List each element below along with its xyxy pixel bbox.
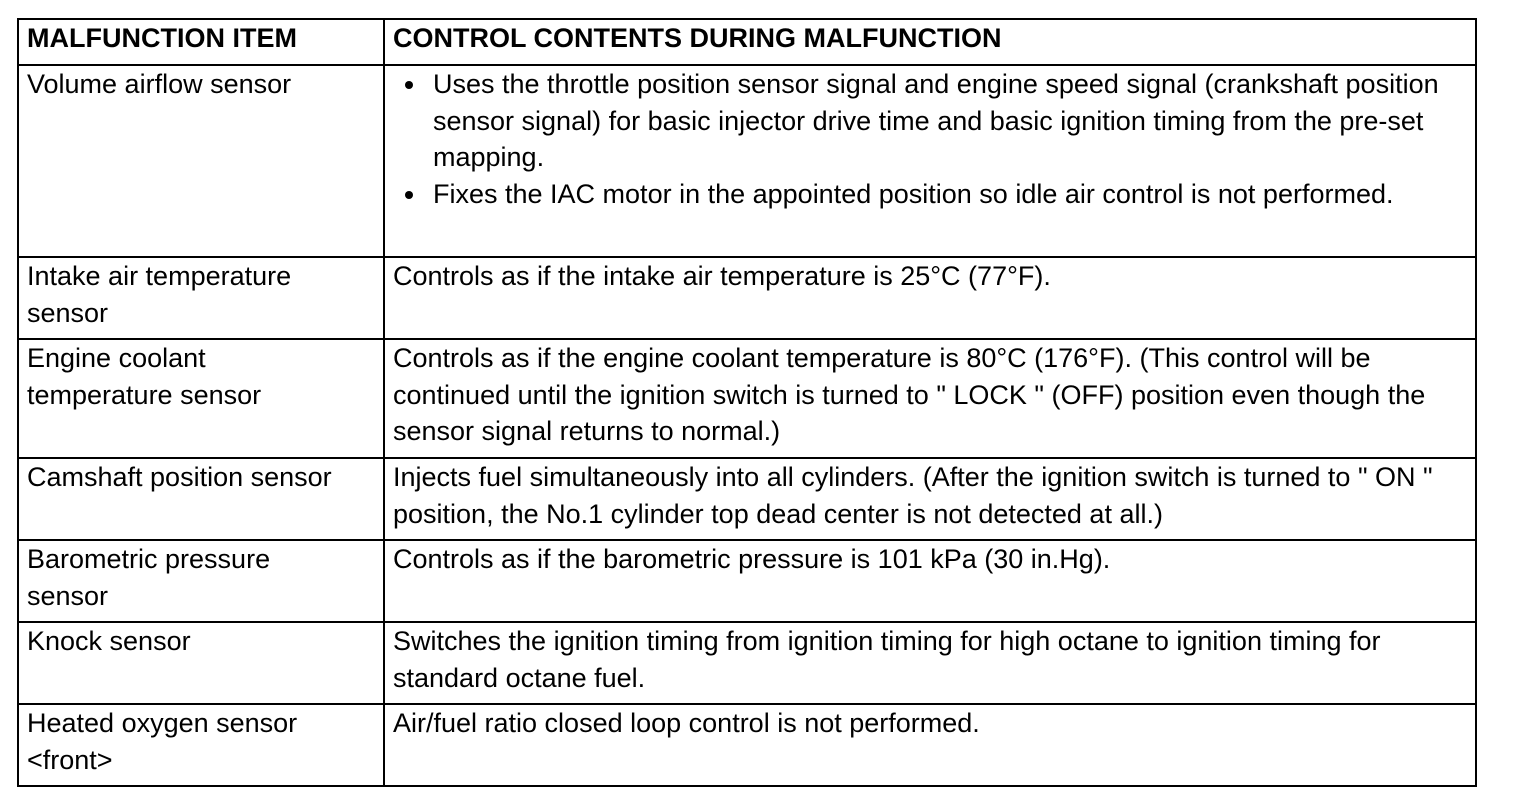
header-control-contents: CONTROL CONTENTS DURING MALFUNCTION (384, 19, 1476, 65)
control-contents-cell: Controls as if the engine coolant temperature is 80°C (176°F). (This control will be continued until the ignition switch is turned to " LOCK " (OFF) position even though the sensor signal returns to normal.) (384, 339, 1476, 458)
malfunction-item-cell: Barometric pressure sensor (18, 540, 384, 622)
table-row (18, 65, 1476, 257)
table-row (18, 257, 1476, 339)
control-contents-cell: Switches the ignition timing from ignition timing for high octane to ignition timing for standard octane fuel. (384, 622, 1476, 704)
table-row (18, 458, 1476, 540)
table-row (18, 339, 1476, 458)
malfunction-control-table (17, 18, 1477, 787)
control-contents-cell (384, 65, 1476, 257)
list-item: Uses the throttle position sensor signal and engine speed signal (crankshaft position sensor signal) for basic injector drive time and basic ignition timing from the pre-set mapping. (393, 66, 1469, 176)
header-malfunction-item: MALFUNCTION ITEM (18, 19, 384, 65)
table-header-row (18, 19, 1476, 65)
control-contents-cell: Controls as if the barometric pressure is 101 kPa (30 in.Hg). (384, 540, 1476, 622)
malfunction-item-cell: Intake air temperature sensor (18, 257, 384, 339)
malfunction-item-cell: Knock sensor (18, 622, 384, 704)
list-item: Fixes the IAC motor in the appointed position so idle air control is not performed. (393, 176, 1469, 213)
table-row (18, 540, 1476, 622)
table-row (18, 622, 1476, 704)
control-contents-cell: Controls as if the intake air temperature is 25°C (77°F). (384, 257, 1476, 339)
table-row (18, 704, 1476, 786)
malfunction-item-cell: Heated oxygen sensor <front> (18, 704, 384, 786)
malfunction-item-cell: Engine coolant temperature sensor (18, 339, 384, 458)
control-contents-cell: Injects fuel simultaneously into all cylinders. (After the ignition switch is turned to " ON " position, the No.1 cylinder top dead center is not detected at all.) (384, 458, 1476, 540)
malfunction-item-cell: Volume airflow sensor (18, 65, 384, 257)
control-contents-cell: Air/fuel ratio closed loop control is not performed. (384, 704, 1476, 786)
malfunction-item-cell: Camshaft position sensor (18, 458, 384, 540)
control-bullet-list (393, 66, 1469, 212)
